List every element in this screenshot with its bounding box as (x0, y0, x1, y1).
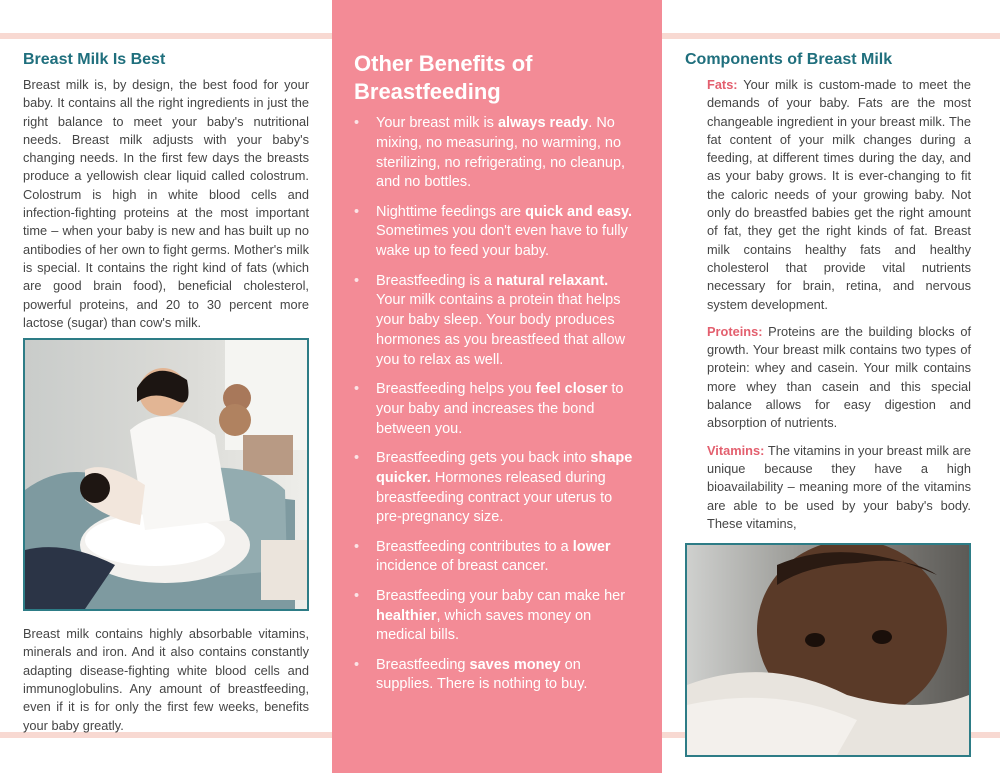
baby-photo (685, 543, 971, 757)
list-item: • Breastfeeding is a natural relaxant. Your milk contains a protein that helps your baby sleep. Your body produces hormones as you breastfeed that allow you to relax as well. (354, 272, 626, 368)
right-panel (662, 0, 1000, 773)
other-benefits-heading (354, 50, 638, 106)
mother-breastfeeding-photo (23, 338, 309, 611)
bullet-icon: • (354, 272, 360, 289)
bullet-icon: • (354, 115, 360, 131)
components-heading: Components of Breast Milk (685, 51, 893, 68)
middle-panel (332, 0, 662, 773)
list-item: • Breastfeeding saves money on supplies. There is nothing to buy. (354, 656, 588, 693)
baby-illustration (687, 545, 969, 755)
left-panel (0, 0, 332, 773)
fats-label: Fats: (707, 77, 738, 92)
fats-paragraph: Fats: Your milk is custom-made to meet the demands of your baby. Fats are the most changeable ingredient in your breast milk. The fat content of your milk changes during a feeding, at different times during the day, and as your baby grows. It is ever-changing to fit the caloric needs of your growing baby. Not only do breastfed babies get the right amount of fat, they get the right kinds of fat. Breast milk contains healthy fats and healthy cholesterol that provide vital nutrients necessary for brain, retina, and nervous system development. (707, 77, 971, 312)
vitamins-paragraph: Vitamins: The vitamins in your breast milk are unique because they have a high bioavailability – meaning more of the vitamins are able to be used by your baby's body. These vitamins, (707, 442, 971, 531)
list-item: • Breastfeeding gets you back into shape quicker. Hormones released during breastfeeding contract your uterus to pre-pregnancy size. (354, 449, 633, 526)
bullet-icon: • (354, 203, 360, 220)
vitamins-label: Vitamins: (707, 442, 765, 458)
bullet-icon: • (354, 538, 360, 555)
list-item: • Breastfeeding contributes to a lower incidence of breast cancer. (354, 538, 611, 575)
left-paragraph-1: Breast milk is, by design, the best food for your baby. It contains all the right ingredients in just the right balance to meet your baby's nutritional needs. Breast milk adjusts with your baby's changing needs. In the first few days the breasts produce a yellowish clear liquid called colostrum. Colostrum is high in white blood cells and infection-fighting proteins at the most important time – when your baby is new and has built up no antibodies of her own to fight germs. Mother's milk is special. It contains the right kind of fats (which are good brain food), beneficial cholesterol, powerful proteins, and 20 to 30 percent more lactose (sugar) than cow's milk. (23, 77, 309, 330)
left-paragraph-2: Breast milk contains highly absorbable vitamins, minerals and iron. And it also contains constantly adapting disease-fighting white blood cells and immunoglobulins. Any amount of breastfeeding, even if it is for only the first few weeks, benefits your baby greatly. (23, 626, 309, 733)
list-item: • Breastfeeding your baby can make her healthier, which saves money on medical bills. (354, 587, 626, 644)
list-item: • Breastfeeding helps you feel closer to your baby and increases the bond between you. (354, 381, 624, 437)
benefits-list (354, 114, 638, 695)
heading-line-1: Other Benefits of (354, 51, 533, 76)
bullet-icon: • (354, 656, 360, 673)
bullet-icon: • (354, 449, 360, 466)
breast-milk-is-best-heading: Breast Milk Is Best (23, 51, 166, 68)
list-item: • Your breast milk is always ready. No mixing, no measuring, no warming, no sterilizing, no refrigerating, no cleanup, and no bottles. (354, 115, 626, 191)
bullet-icon: • (354, 381, 360, 398)
heading-line-2: Breastfeeding (354, 79, 501, 104)
proteins-label: Proteins: (707, 323, 763, 339)
bullet-icon: • (354, 587, 360, 604)
list-item: • Nighttime feedings are quick and easy. Sometimes you don't even have to fully wake up to feed your baby. (354, 203, 633, 260)
mother-breastfeeding-illustration (25, 340, 307, 609)
proteins-paragraph: Proteins: Proteins are the building blocks of growth. Your breast milk contains two types of protein: whey and casein. Your milk contains more whey than casein and this special balance allows for easy digestion and absorption of nutrients. (707, 323, 971, 431)
